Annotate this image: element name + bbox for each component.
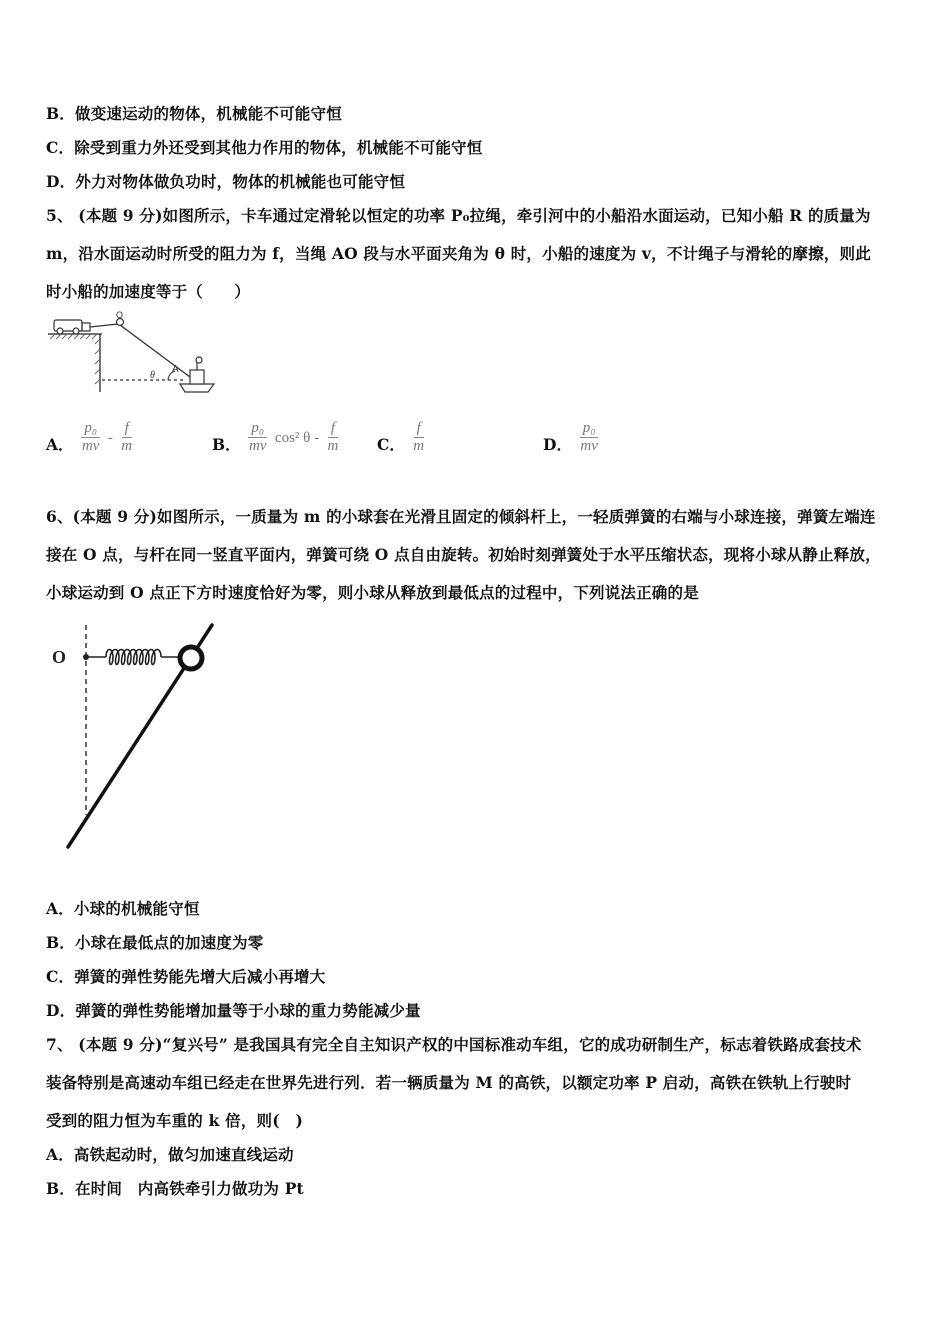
q6-option-b: B．小球在最低点的加速度为零 [46,933,264,952]
fraction-f-over-m: $\frac{f}{m}$ [327,420,339,455]
q6-option-c: C．弹簧的弹性势能先增大后减小再增大 [46,967,326,986]
fraction-f-over-m: $\frac{f}{m}$ [413,420,425,455]
pivot-o-label: O [52,647,67,667]
q5-option-b: B． $\frac{\text{p₀}}{mv}$ cos² θ - $\frac{f}{m}$ [212,420,341,456]
q7-stem-line-1: 7、 (本题 9 分)“复兴号” 是我国具有完全自主知识产权的中国标准动车组，它的成功研制生产，标志着铁路成套技术 [46,1035,862,1054]
spring-icon [86,650,178,665]
q7-option-b: B．在时间 内高铁牵引力做功为 Pt [46,1179,304,1198]
pulley-label: O [116,310,124,320]
fraction-p0-over-mv: $\frac{\text{p₀}}{mv}$ [81,420,100,455]
truck-icon [54,320,90,334]
q5-option-c: C． $\frac{f}{m}$ [377,420,427,456]
q7-stem-line-2: 装备特别是高速动车组已经走在世界先进行列．若一辆质量为 M 的高铁，以额定功率 P 启动，高铁在铁轨上行驶时 [46,1073,852,1092]
q6-stem-line-1: 6、(本题 9 分)如图所示，一质量为 m 的小球套在光滑且固定的倾斜杆上，一轻质弹簧的右端与小球连接，弹簧左端连 [46,507,876,526]
angle-label: θ [150,370,155,381]
q6-figure-spring-ball-rod [46,615,226,855]
q6-option-d: D．弹簧的弹性势能增加量等于小球的重力势能减少量 [46,1001,421,1020]
q5-stem-line-1: 5、 (本题 9 分)如图所示，卡车通过定滑轮以恒定的功率 P₀拉绳，牵引河中的小船沿水面运动，已知小船 R 的质量为 [46,206,871,225]
q5-figure-truck-pulley-boat [44,310,224,400]
q5-stem-line-2: m，沿水面运动时所受的阻力为 f，当绳 AO 段与水平面夹角为 θ 时，小船的速度为 v，不计绳子与滑轮的摩擦，则此 [46,244,871,263]
q5-option-a: A． $\frac{\text{p₀}}{mv}$ - $\frac{f}{m}$ [46,420,135,456]
ball-icon [180,647,202,669]
q6-stem-line-2: 接在 O 点，与杆在同一竖直平面内，弹簧可绕 O 点自由旋转。初始时刻弹簧处于水平压缩状态，现将小球从静止释放， [46,545,881,564]
boat-point-label: A [172,364,179,375]
q7-option-a: A．高铁起动时，做匀加速直线运动 [46,1145,294,1164]
q5-stem-line-3: 时小船的加速度等于（ ） [46,282,251,301]
boat-icon [180,357,214,392]
q4-option-b: B．做变速运动的物体，机械能不可能守恒 [46,104,342,123]
q7-stem-line-3: 受到的阻力恒为车重的 k 倍，则( ) [46,1111,304,1130]
q6-option-a: A．小球的机械能守恒 [46,899,200,918]
rope-horizontal [90,324,118,327]
q5-option-d: D． $\frac{\text{p₀}}{mv}$ [543,420,601,456]
fraction-f-over-m: $\frac{f}{m}$ [121,420,133,455]
q4-option-c: C．除受到重力外还受到其他力作用的物体，机械能不可能守恒 [46,138,483,157]
q4-option-d: D．外力对物体做负功时，物体的机械能也可能守恒 [46,172,406,191]
q6-stem-line-3: 小球运动到 O 点正下方时速度恰好为零，则小球从释放到最低点的过程中，下列说法正确的是 [46,583,699,602]
fraction-p0-over-mv: $\frac{\text{p₀}}{mv}$ [580,420,598,455]
rope-slanted [120,325,194,380]
fraction-p0-over-mv: $\frac{\text{p₀}}{mv}$ [249,420,267,455]
